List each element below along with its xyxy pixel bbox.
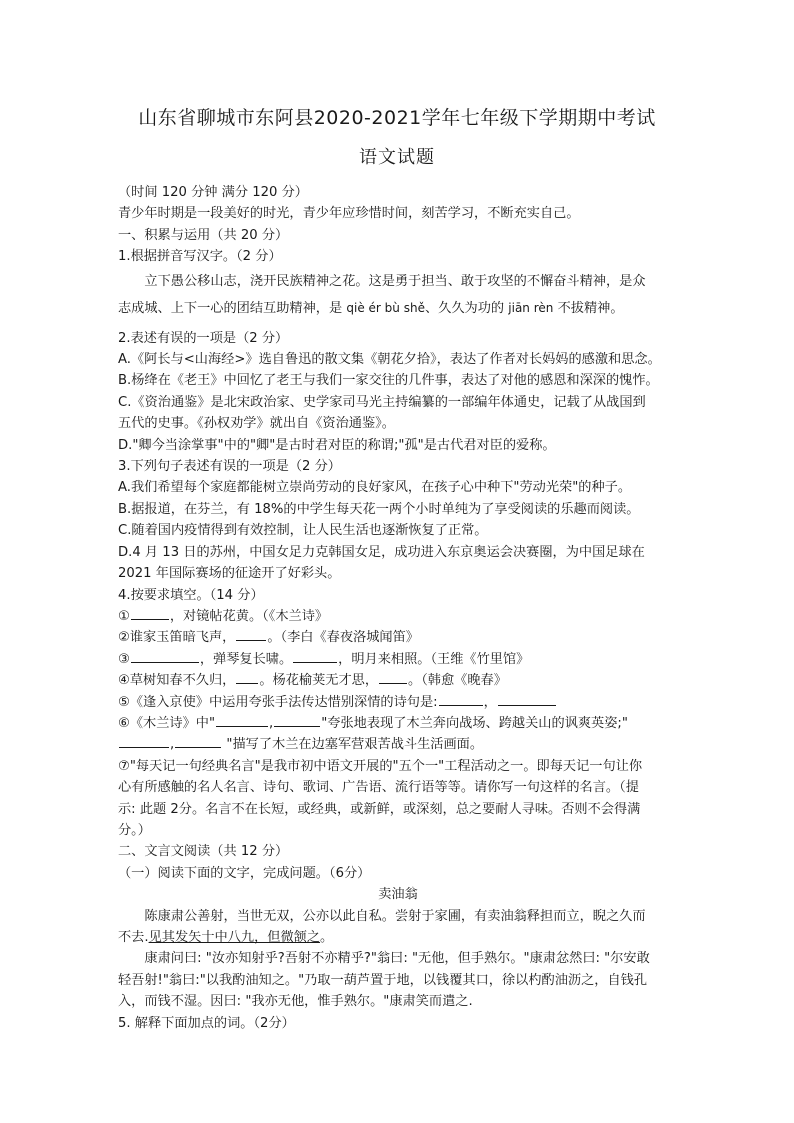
item-text: 。（韩愈《晚春》	[408, 673, 507, 689]
essay-paragraph: 康肃问曰: "汝亦知射乎?吾射不亦精乎?"翁曰: "无他，但手熟尔。"康肃忿然曰: "尔安敢	[144, 951, 650, 967]
essay-paragraph: 陈康肃公善射，当世无双，公亦以此自私。尝射于家圃，有卖油翁释担而立，睨之久而	[144, 908, 646, 924]
fill-item-5	[118, 692, 678, 713]
item-text: ，对镜帖花黄。（《木兰诗》	[169, 608, 329, 624]
exam-title: 山东省聊城市东阿县2020-2021学年七年级下学期期中考试	[138, 107, 656, 129]
item-text: ，弹琴复长啸。	[199, 651, 293, 667]
item-text: ⑤《逢入京使》中运用夸张手法传达惜别深情的诗句是:	[118, 694, 438, 710]
fill-item-6-continued	[118, 734, 678, 755]
item-text: ,	[170, 737, 175, 753]
passage-text: 、久久为功的	[424, 300, 509, 316]
option-d: D."卿今当涂掌事"中的"卿"是古时君对臣的称谓;"孤"是古代君对臣的爱称。	[118, 437, 556, 453]
section-heading: 二、文言文阅读（共 12 分）	[118, 844, 289, 860]
question-5: 5. 解释下面加点的词。（2分）	[118, 1015, 295, 1031]
item-text: ③	[118, 651, 130, 667]
essay-text: 不去.	[118, 930, 149, 945]
answer-blank[interactable]	[216, 713, 268, 727]
answer-blank[interactable]	[236, 627, 266, 641]
question-1-passage: 立下愚公移山志，浇开民族精神之花。这是勇于担当、敢于攻坚的不懈奋斗精神，是众	[144, 273, 646, 289]
item-text: ①	[118, 608, 130, 624]
answer-blank[interactable]	[293, 649, 337, 663]
motto: 青少年时期是一段美好的时光，青少年应珍惜时间，刻苦学习，不断充实自己。	[118, 206, 580, 222]
option-b: B.杨绛在《老王》中回忆了老王与我们一家交往的几件事，表达了对他的感恩和深深的愧怍。	[118, 373, 659, 389]
option-d-continued: 2021 年国际赛场的征途开了好彩头。	[118, 566, 341, 582]
underlined-sentence: 见其发矢十中八九，但微颔之	[148, 930, 321, 945]
answer-blank[interactable]	[119, 734, 169, 748]
answer-blank[interactable]	[274, 713, 320, 727]
item-text: 。杨花榆荚无才思，	[259, 673, 379, 689]
question-4: 4.按要求填空。（14 分）	[118, 587, 264, 603]
answer-blank[interactable]	[175, 734, 221, 748]
answer-blank[interactable]	[439, 692, 483, 706]
question-1: 1.根据拼音写汉字。（2 分）	[118, 249, 282, 265]
answer-blank[interactable]	[131, 649, 199, 663]
question-2: 2.表述有误的一项是（2 分）	[118, 330, 289, 346]
fill-item-7-continued: 分。）	[118, 822, 151, 838]
pinyin-prompt: jiān rèn	[508, 300, 554, 315]
item-text: ②谁家玉笛暗飞声，	[118, 630, 236, 646]
essay-paragraph-continued	[118, 927, 678, 948]
answer-blank[interactable]	[498, 692, 556, 706]
fill-item-7-continued: 心有所感触的名人名言、诗句、歌词、广告语、流行语等等。请你写一句这样的名言。（提	[118, 780, 639, 796]
item-text: ，	[483, 694, 497, 710]
option-a: A.我们希望每个家庭都能树立崇尚劳动的良好家风，在孩子心中种下"劳动光荣"的种子。	[118, 480, 632, 496]
section-heading: 一、积累与运用（共 20 分）	[118, 227, 289, 243]
passage-text: 志成城、上下一心的团结互助精神，是	[118, 300, 347, 316]
fill-item-3	[118, 649, 678, 670]
fill-item-7: ⑦"每天记一句经典名言"是我市初中语文开展的"五个一"工程活动之一。即每天记一句让你	[118, 758, 643, 774]
item-text: ，明月来相照。（王维《竹里馆》	[338, 651, 530, 667]
passage-text: 不拔精神。	[553, 300, 624, 316]
option-c-continued: 五代的史事。《孙权劝学》就出自《资治通鉴》。	[118, 416, 395, 432]
option-a: A.《阿长与<山海经>》选自鲁迅的散文集《朝花夕拾》，表达了作者对长妈妈的感激和思念。	[118, 352, 661, 368]
item-text: ,	[269, 715, 274, 731]
item-text: 。（李白《春夜洛城闻笛》	[267, 630, 419, 646]
essay-paragraph-continued: 入，而钱不湿。因曰: "我亦无他，惟手熟尔。"康肃笑而遣之.	[118, 994, 473, 1010]
fill-item-7-continued: 示: 此题 2分。名言不在长短，或经典，或新鲜，或深刻，总之要耐人寻味。否则不会得满	[118, 801, 641, 817]
item-text: ⑥《木兰诗》中"	[118, 715, 216, 731]
answer-blank[interactable]	[131, 606, 169, 620]
answer-blank[interactable]	[236, 670, 258, 684]
essay-title: 卖油翁	[378, 887, 418, 903]
item-text: "描写了木兰在边塞军营艰苦战斗生活画面。	[222, 737, 484, 753]
option-b: B.据报道，在芬兰，有 18%的中学生每天花一两个小时单纯为了享受阅读的乐趣而阅读。	[118, 501, 640, 517]
fill-item-2	[118, 627, 678, 648]
option-c: C.随着国内疫情得到有效控制，让人民生活也逐渐恢复了正常。	[118, 523, 488, 539]
fill-item-4	[118, 670, 678, 691]
subsection-heading: （一）阅读下面的文字，完成问题。（6分）	[118, 865, 371, 881]
essay-text: 。	[320, 930, 334, 945]
fill-item-1	[118, 606, 678, 627]
option-d: D.4 月 13 日的苏州，中国女足力克韩国女足，成功进入东京奥运会决赛圈，为中国足球在	[118, 544, 645, 560]
item-text: "夸张地表现了木兰奔向战场、跨越关山的讽爽英姿;"	[321, 715, 628, 731]
answer-blank[interactable]	[379, 670, 407, 684]
time-limit: （时间 120 分钟 满分 120 分）	[118, 185, 308, 200]
option-c: C.《资治通鉴》是北宋政治家、史学家司马光主持编纂的一部编年体通史，记载了从战国到	[118, 394, 646, 410]
essay-paragraph-continued: 轻吾射!"翁曰:"以我酌油知之。"乃取一葫芦置于地，以钱覆其口，徐以杓酌油沥之，自钱孔	[118, 972, 648, 988]
fill-item-6	[118, 713, 678, 734]
pinyin-prompt: qiè ér bù shě	[346, 300, 425, 315]
question-1-passage	[118, 295, 678, 322]
exam-subtitle: 语文试题	[359, 147, 435, 168]
exam-body	[118, 182, 678, 1034]
item-text: ④草树知春不久归，	[118, 673, 236, 689]
question-3: 3.下列句子表述有误的一项是（2 分）	[118, 459, 341, 475]
